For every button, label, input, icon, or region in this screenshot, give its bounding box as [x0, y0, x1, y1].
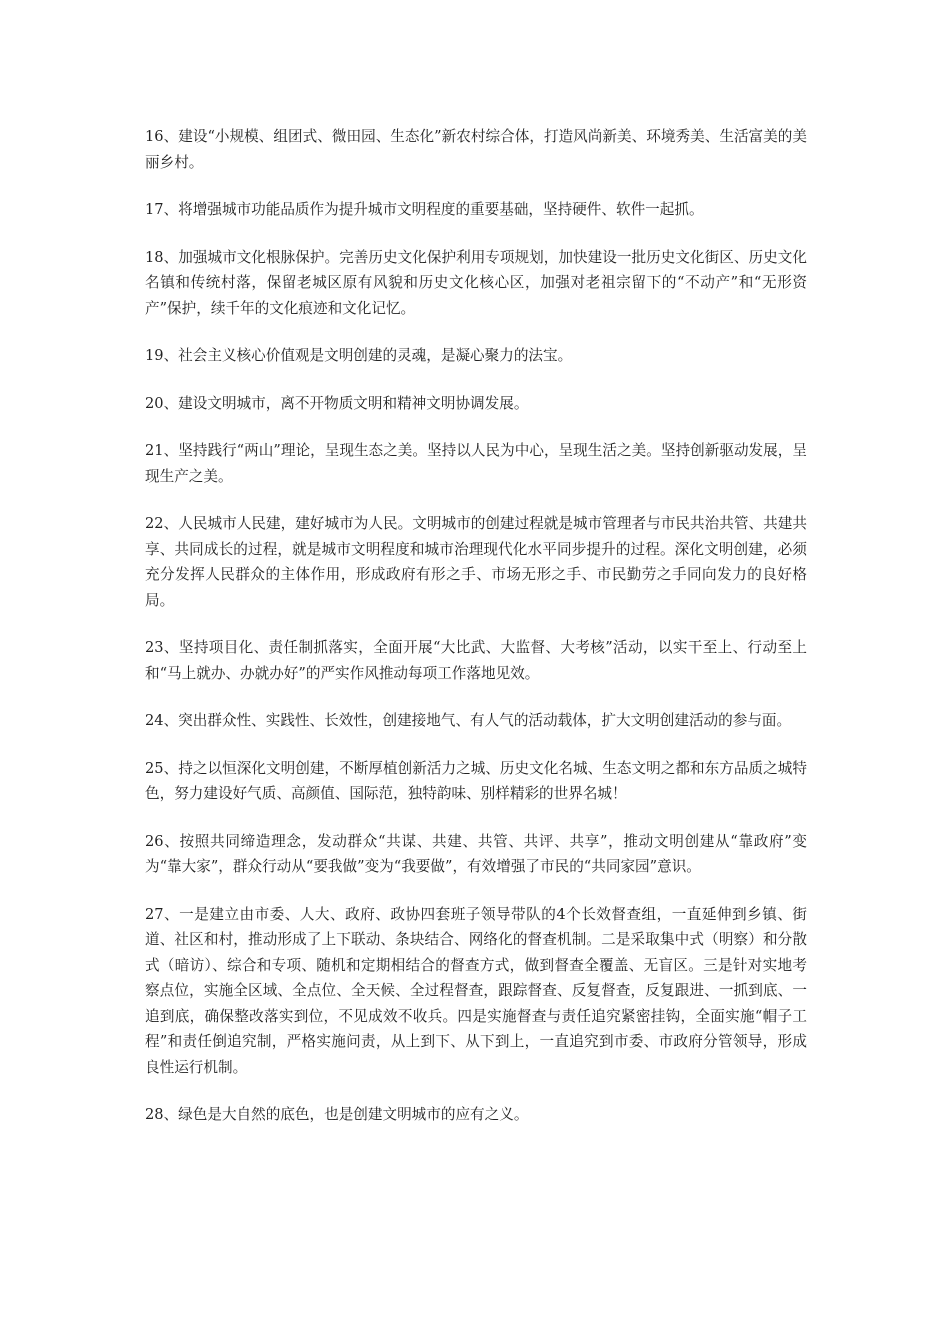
paragraph-20: 20、建设文明城市，离不开物质文明和精神文明协调发展。: [145, 394, 529, 412]
paragraph-21: 21、坚持践行“两山”理论，呈现生态之美。坚持以人民为中心，呈现生活之美。坚持创新驱动发展，呈现生产之美。: [145, 442, 807, 485]
paragraph-17: 17、将增强城市功能品质作为提升城市文明程度的重要基础，坚持硬件、软件一起抓。: [145, 201, 704, 218]
paragraph-22: 22、人民城市人民建，建好城市为人民。文明城市的创建过程就是城市管理者与市民共治共管、共建共享、共同成长的过程，就是城市文明程度和城市治理现代化水平同步提升的过程。深化文明创建，必须充分发挥人民群众的主体作用，形成政府有形之手、市场无形之手、市民勤劳之手同向发力的良好格局。: [145, 515, 807, 609]
paragraph-19: 19、社会主义核心价值观是文明创建的灵魂，是凝心聚力的法宝。: [145, 347, 573, 364]
paragraph-16: 16、建设“小规模、组团式、微田园、生态化”新农村综合体，打造风尚新美、环境秀美、生活富美的美丽乡村。: [145, 128, 807, 171]
document-body: [145, 124, 807, 1150]
paragraph-18: 18、加强城市文化根脉保护。完善历史文化保护利用专项规划，加快建设一批历史文化街区、历史文化名镇和传统村落，保留老城区原有风貌和历史文化核心区，加强对老祖宗留下的“不动产”和“无形资产”保护，续千年的文化痕迹和文化记忆。: [145, 248, 807, 317]
paragraph-28: 28、绿色是大自然的底色，也是创建文明城市的应有之义。: [145, 1106, 529, 1123]
paragraph-24: 24、突出群众性、实践性、长效性，创建接地气、有人气的活动载体，扩大文明创建活动的参与面。: [145, 712, 792, 729]
paragraph-23: 23、坚持项目化、责任制抓落实，全面开展“大比武、大监督、大考核”活动，以实干至上、行动至上和“马上就办、办就办好”的严实作风推动每项工作落地见效。: [145, 639, 807, 682]
paragraph-25: 25、持之以恒深化文明创建，不断厚植创新活力之城、历史文化名城、生态文明之都和东方品质之城特色，努力建设好气质、高颜值、国际范，独特韵味、别样精彩的世界名城！: [145, 759, 807, 802]
paragraph-26: 26、按照共同缔造理念，发动群众“共谋、共建、共管、共评、共享”，推动文明创建从“靠政府”变为“靠大家”，群众行动从“要我做”变为“我要做”，有效增强了市民的“共同家园”意识。: [145, 832, 807, 875]
paragraph-27: 27、一是建立由市委、人大、政府、政协四套班子领导带队的4个长效督查组，一直延伸到乡镇、街道、社区和村，推动形成了上下联动、条块结合、网络化的督查机制。二是采取集中式（明察）和分散式（暗访）、综合和专项、随机和定期相结合的督查方式，做到督查全覆盖、无盲区。三是针对实地考察点位，实施全区域、全点位、全天候、全过程督查，跟踪督查、反复督查，反复跟进、一抓到底、一追到底，确保整改落实到位，不见成效不收兵。四是实施督查与责任追究紧密挂钩，全面实施“帽子工程”和责任倒追究制，严格实施问责，从上到下、从下到上，一直追究到市委、市政府分管领导，形成良性运行机制。: [145, 905, 807, 1076]
